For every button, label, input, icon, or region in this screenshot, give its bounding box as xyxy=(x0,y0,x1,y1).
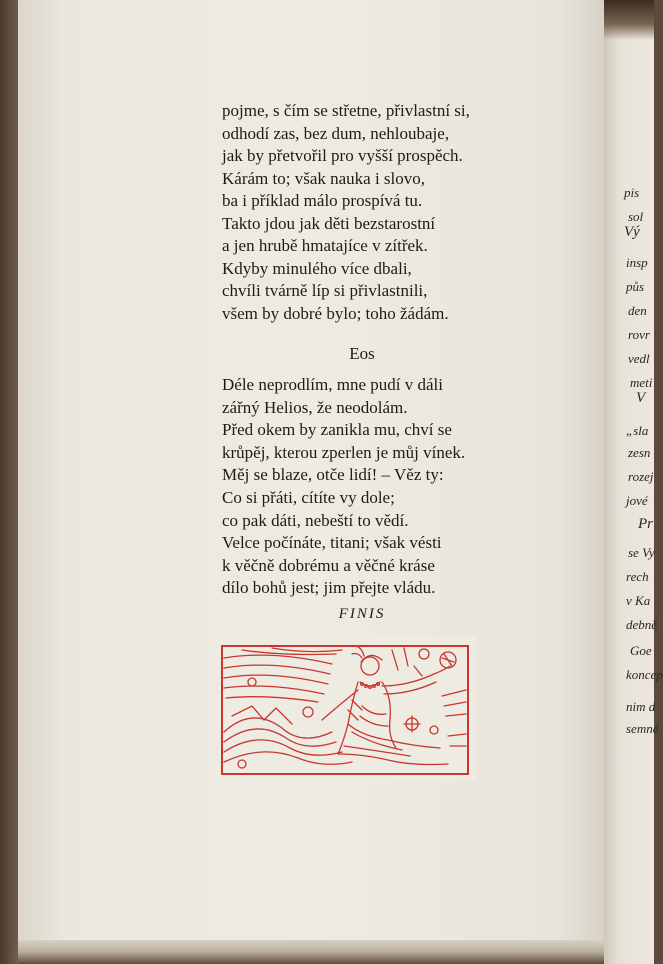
right-page-fragment: vedl xyxy=(628,351,650,366)
right-page-fragment: insp xyxy=(626,255,648,270)
right-page-fragment: debně xyxy=(626,617,658,632)
poem-line: Kárám to; však nauka i slovo, xyxy=(222,168,426,188)
right-page-fragment: pis xyxy=(624,185,640,200)
right-page-fragment: nim d xyxy=(626,699,656,714)
poem-line: Co si přáti, cítíte vy dole; xyxy=(222,487,395,507)
poem-line: Velce počínáte, titani; však vésti xyxy=(222,533,442,553)
poem-line: co pak dáti, nebeští to vědí. xyxy=(222,510,409,530)
right-page-fragment: Vý xyxy=(624,224,640,240)
right-page-fragment: semné xyxy=(626,721,659,736)
right-page-fragment: rozej xyxy=(628,469,654,484)
poem-line: chvíli tvárně líp si přivlastnili, xyxy=(222,281,428,300)
poem-line: ba i příklad málo prospívá tu. xyxy=(222,191,423,210)
right-page-fragment: rech xyxy=(626,569,649,584)
right-page-fragment: den xyxy=(628,303,647,318)
right-page-fragment: Goe xyxy=(630,643,652,658)
poem-line: všem by dobré bylo; toho žádám. xyxy=(222,303,449,323)
poem-continuation xyxy=(222,100,522,325)
poem-line: dílo bohů jest; jim přejte vládu. xyxy=(222,578,436,598)
eos-woodcut-image xyxy=(212,636,476,781)
poem-line: pojme, s čím se střetne, přivlastní si, xyxy=(222,101,470,120)
poem-line: zářný Helios, že neodolám. xyxy=(222,397,408,417)
poem-line: Kdyby minulého více dbali, xyxy=(222,258,412,278)
woodcut-illustration xyxy=(212,636,476,781)
right-page-fragment: jové xyxy=(626,493,648,508)
right-page-fragment: v Ka xyxy=(626,593,651,608)
right-page-fragment: se Vy xyxy=(628,545,655,560)
poem-line: k věčně dobrému a věčné kráse xyxy=(222,555,435,575)
poem-line: Měj se blaze, otče lidí! – Věz ty: xyxy=(222,465,444,485)
poem-line: Déle neprodlím, mne pudí v dáli xyxy=(222,375,443,394)
poem-line: krůpěj, kterou zperlen je můj vínek. xyxy=(222,442,466,462)
page-bottom-edge xyxy=(18,940,608,964)
finis-label: FINIS xyxy=(338,606,386,622)
right-page-shadow xyxy=(604,0,654,40)
poem-line: Před okem by zanikla mu, chví se xyxy=(222,420,452,440)
right-page-fragment: zesn xyxy=(628,445,651,460)
right-page-fragment: půs xyxy=(626,279,645,294)
right-page-fragment: Pr xyxy=(638,516,653,532)
poem-line: odhodí zas, bez dum, nehloubaje, xyxy=(222,123,450,143)
right-page-fragment: „sla xyxy=(626,423,649,438)
right-page-fragment: sol xyxy=(628,209,644,224)
section-heading: Eos xyxy=(349,344,375,363)
right-page-fragment: rovr xyxy=(628,327,650,342)
right-page-fragment: koncep xyxy=(626,667,663,682)
right-page xyxy=(604,0,663,964)
right-page-fragment: meti xyxy=(630,375,653,390)
poem-line: a jen hrubě hmatajíce v zítřek. xyxy=(222,236,428,255)
eos-poem xyxy=(222,374,522,600)
right-page-fragment: V xyxy=(636,390,646,406)
poem-line: Takto jdou jak děti bezstarostní xyxy=(222,213,436,233)
poem-line: jak by přetvořil pro vyšší prospěch. xyxy=(222,146,463,165)
